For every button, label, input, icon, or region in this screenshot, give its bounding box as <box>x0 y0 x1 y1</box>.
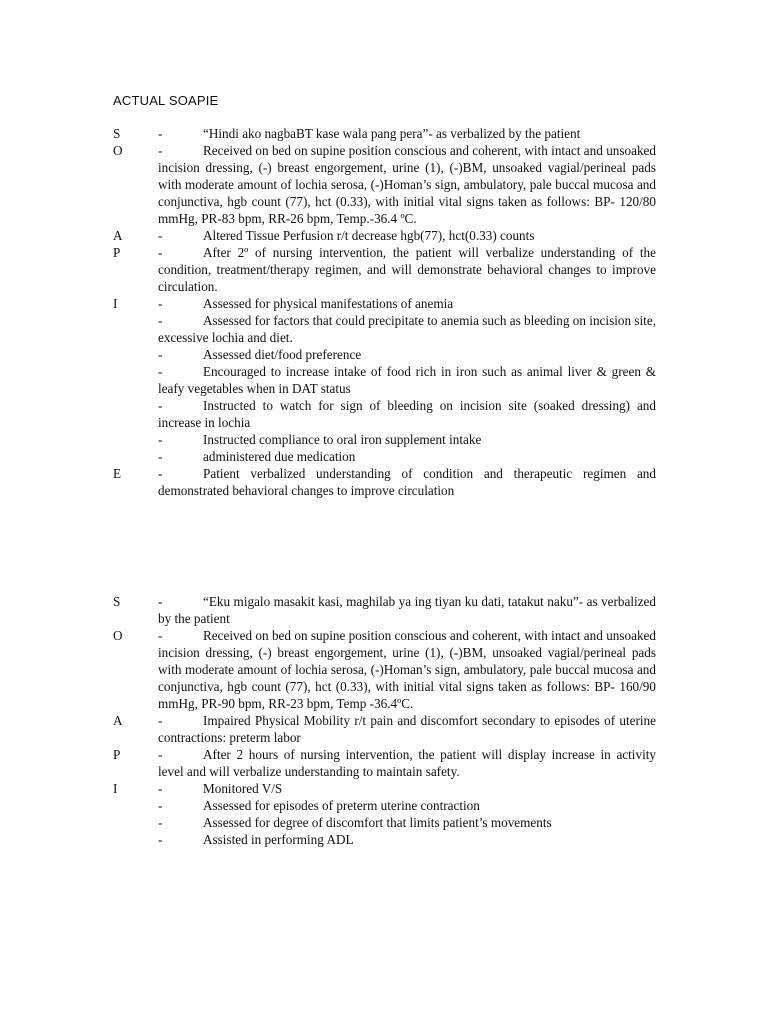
list-item: - Instructed to watch for sign of bleeding on incision site (soaked dressing) and increase in lochia <box>158 398 656 430</box>
entry-text: “Hindi ako nagbaBT kase wala pang pera”- as verbalized by the patient <box>203 126 581 141</box>
entry-letter: I <box>113 296 118 311</box>
entry-p: P - After 2º of nursing intervention, the patient will verbalize understanding of the condition, treatment/therapy regimen, and will demonstrate behavioral changes to improve circulation. <box>113 245 656 294</box>
entry-a: A - Impaired Physical Mobility r/t pain and discomfort secondary to episodes of uterine contractions: preterm labor <box>113 713 656 745</box>
soapie-2 <box>113 593 656 848</box>
list-item: - administered due medication <box>158 449 356 464</box>
list-item: - Monitored V/S <box>158 781 283 796</box>
list-item: - Assessed for factors that could precipitate to anemia such as bleeding on incision site, excessive lochia and diet. <box>158 313 656 345</box>
list-item: - Assessed for episodes of preterm uterine contraction <box>158 798 480 813</box>
entry-e: E - Patient verbalized understanding of condition and therapeutic regimen and demonstrated behavioral changes to improve circulation <box>113 466 656 498</box>
entry-text: After 2º of nursing intervention, the patient will verbalize understanding of the condition, treatment/therapy regimen, and will demonstrate behavioral changes to improve circulation. <box>158 245 656 294</box>
entry-text: Patient verbalized understanding of condition and therapeutic regimen and demonstrated behavioral changes to improve circulation <box>158 466 656 498</box>
entry-a: A - Altered Tissue Perfusion r/t decrease hgb(77), hct(0.33) counts <box>113 228 535 243</box>
entry-text: After 2 hours of nursing intervention, the patient will display increase in activity level and will verbalize understanding to maintain safety. <box>158 747 656 779</box>
document-title: ACTUAL SOAPIE <box>113 93 219 108</box>
entry-text: Altered Tissue Perfusion r/t decrease hgb(77), hct(0.33) counts <box>203 228 535 243</box>
entry-s: S - “Eku migalo masakit kasi, maghilab ya ing tiyan ku dati, tatakut naku”- as verbalized by the patient <box>113 594 656 626</box>
entry-letter: O <box>113 143 123 158</box>
entry-letter: P <box>113 747 121 762</box>
list-item: - Assessed for degree of discomfort that limits patient’s movements <box>158 815 552 830</box>
entry-letter: P <box>113 245 121 260</box>
entry-letter: A <box>113 713 123 728</box>
list-item: - Assessed diet/food preference <box>158 347 362 362</box>
entry-text: “Eku migalo masakit kasi, maghilab ya ing tiyan ku dati, tatakut naku”- as verbalized by the patient <box>158 594 656 626</box>
entry-text: Received on bed on supine position conscious and coherent, with intact and unsoaked incision dressing, (-) breast engorgement, urine (1), (-)BM, unsoaked vagial/perineal pads with moderate amount of lochia serosa, (-)Homan’s sign, ambulatory, pale buccal mucosa and conjunctiva, hgb count (77), hct (0.33), with initial vital signs taken as follows: BP- 160/90 mmHg, PR-90 bpm, RR-23 bpm, Temp -36.4ºC. <box>158 628 656 711</box>
entry-letter: S <box>113 594 121 609</box>
list-item: - Assessed for physical manifestations of anemia <box>158 296 454 311</box>
entry-letter: S <box>113 126 121 141</box>
entry-letter: O <box>113 628 123 643</box>
entry-text: Received on bed on supine position conscious and coherent, with intact and unsoaked incision dressing, (-) breast engorgement, urine (1), (-)BM, unsoaked vagial/perineal pads with moderate amount of lochia serosa, (-)Homan’s sign, ambulatory, pale buccal mucosa and conjunctiva, hgb count (77), hct (0.33), with initial vital signs taken as follows: BP- 120/80 mmHg, PR-83 bpm, RR-26 bpm, Temp.-36.4 ºC. <box>158 143 656 226</box>
entry-letter: I <box>113 781 118 796</box>
entry-p: P - After 2 hours of nursing intervention, the patient will display increase in activity level and will verbalize understanding to maintain safety. <box>113 747 656 779</box>
entry-o: O - Received on bed on supine position conscious and coherent, with intact and unsoaked incision dressing, (-) breast engorgement, urine (1), (-)BM, unsoaked vagial/perineal pads with moderate amount of lochia serosa, (-)Homan’s sign, ambulatory, pale buccal mucosa and conjunctiva, hgb count (77), hct (0.33), with initial vital signs taken as follows: BP- 160/90 mmHg, PR-90 bpm, RR-23 bpm, Temp -36.4ºC. <box>113 628 656 711</box>
list-item: - Instructed compliance to oral iron supplement intake <box>158 432 482 447</box>
entry-i <box>113 780 656 848</box>
entry-i <box>113 295 656 465</box>
entry-text: Impaired Physical Mobility r/t pain and discomfort secondary to episodes of uterine contractions: preterm labor <box>158 713 656 745</box>
entry-letter: A <box>113 228 123 243</box>
list-item: - Assisted in performing ADL <box>158 832 354 847</box>
entry-o: O - Received on bed on supine position conscious and coherent, with intact and unsoaked incision dressing, (-) breast engorgement, urine (1), (-)BM, unsoaked vagial/perineal pads with moderate amount of lochia serosa, (-)Homan’s sign, ambulatory, pale buccal mucosa and conjunctiva, hgb count (77), hct (0.33), with initial vital signs taken as follows: BP- 120/80 mmHg, PR-83 bpm, RR-26 bpm, Temp.-36.4 ºC. <box>113 143 656 226</box>
list-item: - Encouraged to increase intake of food rich in iron such as animal liver & green & leafy vegetables when in DAT status <box>158 364 656 396</box>
entry-s: S - “Hindi ako nagbaBT kase wala pang pera”- as verbalized by the patient <box>113 126 581 141</box>
entry-letter: E <box>113 466 122 481</box>
soapie-1 <box>113 125 656 499</box>
